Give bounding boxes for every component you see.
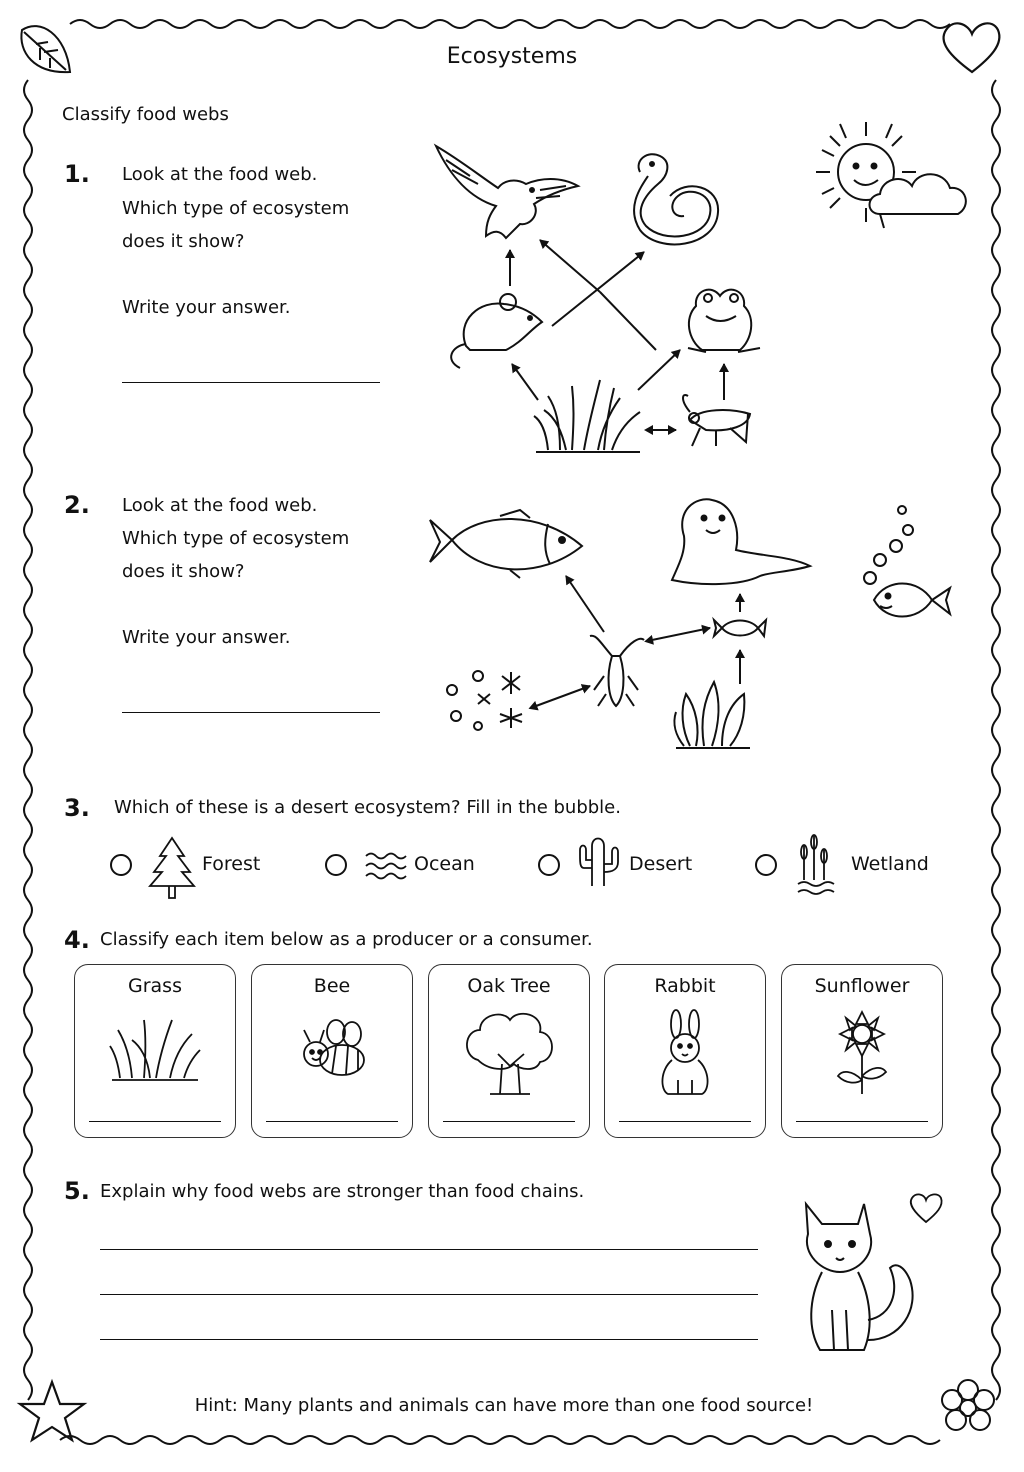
- card-sunflower: [781, 964, 943, 1138]
- snake-icon: [634, 154, 718, 244]
- small-heart-icon: [911, 1194, 942, 1222]
- food-web-ocean: [430, 499, 950, 748]
- question-3-text: Which of these is a desert ecosystem? Fill in the bubble.: [114, 797, 621, 818]
- card-oak-tree: [428, 964, 590, 1138]
- grass-icon: [534, 380, 640, 452]
- card-sunflower-answer-line[interactable]: [796, 1121, 928, 1122]
- question-1-line-1: Look at the food web.: [122, 164, 318, 185]
- card-bee-answer-line[interactable]: [266, 1121, 398, 1122]
- question-3-number: 3.: [64, 794, 90, 822]
- question-2-line-1: Look at the food web.: [122, 495, 318, 516]
- option-ocean-bubble[interactable]: [325, 854, 347, 876]
- reeds-icon: [798, 835, 834, 894]
- mouse-icon: [451, 294, 542, 368]
- card-rabbit: [604, 964, 766, 1138]
- card-oak-tree-answer-line[interactable]: [443, 1121, 575, 1122]
- krill-icon: [590, 636, 644, 706]
- card-grass-label: Grass: [128, 975, 182, 997]
- question-5-number: 5.: [64, 1177, 90, 1205]
- option-desert-label: Desert: [629, 853, 693, 875]
- sun-cloud-icon: [816, 122, 966, 228]
- card-sunflower-label: Sunflower: [814, 975, 910, 997]
- question-2-line-2: Which type of ecosystem: [122, 528, 350, 549]
- question-1-line-2: Which type of ecosystem: [122, 198, 350, 219]
- hint-text: Hint: Many plants and animals can have more than one food source!: [194, 1395, 814, 1416]
- fish-icon: [430, 510, 582, 578]
- question-5-text: Explain why food webs are stronger than food chains.: [100, 1181, 585, 1202]
- question-1-line-4: Write your answer.: [122, 297, 291, 318]
- question-5-answer-line-2[interactable]: [100, 1294, 758, 1295]
- card-bee: [251, 964, 413, 1138]
- food-web-grassland: [436, 146, 760, 452]
- question-1-answer-line[interactable]: [122, 382, 380, 383]
- question-2-answer-line[interactable]: [122, 712, 380, 713]
- page-title: Ecosystems: [446, 44, 578, 69]
- question-5-answer-line-1[interactable]: [100, 1249, 758, 1250]
- card-rabbit-label: Rabbit: [654, 975, 716, 997]
- waves-icon: [366, 854, 406, 879]
- plankton-icon: [447, 671, 522, 730]
- option-wetland-label: Wetland: [851, 853, 929, 875]
- seal-icon: [672, 499, 810, 584]
- card-bee-label: Bee: [313, 975, 351, 997]
- question-2-number: 2.: [64, 491, 90, 519]
- pine-tree-icon: [150, 838, 194, 898]
- card-oak-tree-label: Oak Tree: [467, 975, 551, 997]
- question-4-number: 4.: [64, 926, 90, 954]
- grasshopper-icon: [683, 395, 750, 446]
- frog-icon: [688, 290, 760, 352]
- question-1-line-3: does it show?: [122, 231, 245, 252]
- smiling-fish-icon: [864, 506, 950, 617]
- seaweed-icon: [674, 682, 750, 748]
- question-2-line-4: Write your answer.: [122, 627, 291, 648]
- cactus-icon: [580, 839, 618, 887]
- option-desert-bubble[interactable]: [538, 854, 560, 876]
- small-fish-icon: [714, 620, 766, 636]
- option-forest-label: Forest: [202, 853, 261, 875]
- option-ocean-label: Ocean: [414, 853, 475, 875]
- eagle-icon: [436, 146, 578, 238]
- section-subtitle: Classify food webs: [62, 104, 229, 125]
- card-rabbit-answer-line[interactable]: [619, 1121, 751, 1122]
- question-4-text: Classify each item below as a producer or a consumer.: [100, 929, 593, 950]
- option-wetland-bubble[interactable]: [755, 854, 777, 876]
- question-2-line-3: does it show?: [122, 561, 245, 582]
- question-5-answer-line-3[interactable]: [100, 1339, 758, 1340]
- question-1-number: 1.: [64, 160, 90, 188]
- card-grass: [74, 964, 236, 1138]
- option-forest-bubble[interactable]: [110, 854, 132, 876]
- card-grass-answer-line[interactable]: [89, 1121, 221, 1122]
- fox-icon: [806, 1204, 913, 1350]
